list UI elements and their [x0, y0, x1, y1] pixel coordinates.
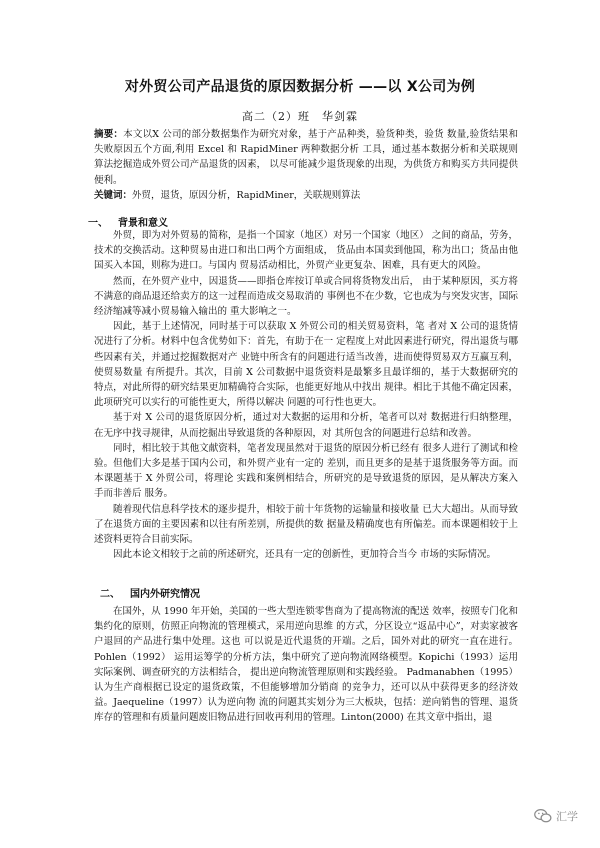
section-heading-1: [88, 214, 168, 229]
paragraph: 因此，基于上述情况，同时基于可以获取 X 外贸公司的相关贸易资料，笔 者对 X 公司的退货情况进行了分析。材料中包含优势如下：首先，有助于在一 定程度上对此因素进行研究，得出退货与哪些因素有关，并通过挖掘数据对产 业链中所含有的问题进行适当改善，进而使得贸易双方互赢互利，使贸易数量 有所提升。其次，目前 X 公司数据中退货资料是最繁多且最详细的，基于大数据研究的特点，对此所得的研究结果更加精确符合实际，也能更好地从中找出 规律。相比于其他不确定因素，此项研究可以实行的可能性更大，所得以解决 问题的可行性也更大。: [94, 321, 518, 409]
paragraph: 外贸，即为对外贸易的简称，是指一个国家（地区）对另一个国家（地区） 之间的商品，劳务，技术的交换活动。这种贸易由进口和出口两个方面组成， 货品由本国卖到他国，称为出口；货品由他国买入本国，则称为进口。与国内 贸易活动相比，外贸产业更复杂、困难，具有更大的风险。: [94, 230, 518, 272]
section-number: 二、: [100, 589, 120, 600]
paragraph: 基于对 X 公司的退货原因分析，通过对大数据的运用和分析，笔者可以对 数据进行归纳整理，在无序中找寻规律，从而挖掘出导致退货的各种原因，对 其所包含的问题进行总结和改善。: [94, 412, 518, 439]
paragraph: 然而，在外贸产业中，因退货——即指仓库按订单或合同将货物发出后， 由于某种原因，买方将不满意的商品退还给卖方的这一过程而造成交易取消的 事例也不在少数，它也成为与突发灾害，国际经济缩减等减小贸易输入输出的 重大影响之一。: [94, 275, 518, 318]
abstract-label: 摘要：: [94, 129, 124, 140]
wechat-icon: [534, 808, 552, 824]
abstract-text: 本文以X 公司的部分数据集作为研究对象，基于产品种类，验货种类，验货 数量,验货结果和失败原因五个方面,利用 Excel 和 RapidMiner 两种数据分析 工具，通过基本数据分析和关联规则算法挖掘造成外贸公司产品退货的因素， 以尽可能减少退货现象的出现，为供货方和购买方共同提供便利。: [94, 129, 518, 186]
paper-title: 对外贸公司产品退货的原因数据分析 ——以 X公司为例: [124, 79, 476, 95]
section-1-body: [94, 228, 518, 562]
section-heading-2: [100, 585, 200, 600]
paragraph: 同时，相比较于其他文献资料，笔者发现虽然对于退货的原因分析已经有 很多人进行了测试和检验。但他们大多是基于国内公司，和外贸产业有一定的 差别，而且更多的是基于退货服务等方面。而本课题基于 X 外贸公司，将理论 实践和案例相结合，所研究的是导致退货的原因，是从解决方案入手而非善后 服务。: [94, 442, 518, 500]
abstract-block: [94, 127, 518, 203]
paragraph: 在国外，从 1990 年开始，美国的一些大型连锁零售商为了提高物流的配送 效率，按照专门化和集约化的原则，仿照正向物流的管理模式，采用逆向思维 的方式，分区设立“返品中心”，对卖家被客户退回的产品进行集中处理。这也 可以说是近代退货的开端。之后，国外对此的研究一直在进行。Pohlen（1992） 运用运筹学的分析方法，集中研究了逆向物流网络模型。Kopichi（1993）运用 实际案例、调查研究的方法相结合， 提出逆向物流管理原则和实践经验。 Padmanabhen（1995）认为生产商根据已设定的退货政策，不但能够增加分销商 的竞争力，还可以从中获得更多的经济效益。Jaequeline（1997）认为逆向物 流的问题其实划分为三大板块，包括：逆向销售的管理、退货库存的管理和有质量问题废旧物品进行回收再利用的管理。Linton(2000) 在其文章中指出，退: [94, 606, 518, 724]
section-title: 国内外研究情况: [130, 589, 200, 600]
section-title: 背景和意义: [118, 218, 168, 229]
keywords-label: 关键词：: [94, 189, 133, 201]
watermark-text: 汇学: [556, 810, 578, 823]
paragraph: 随着现代信息科学技术的逐步提升，相较于前十年货物的运输量和接收量 已大大超出。从而导致了在退货方面的主要因素和以往有所差别，所提供的数 据量及精确度也有所偏差。而本课题相较于上述资料更符合目前实际。: [94, 503, 518, 546]
keywords-text: 外贸，退货，原因分析，RapidMiner，关联规则算法: [132, 189, 361, 201]
paragraph: 因此本论文相较于之前的所述研究，还具有一定的创新性，更加符合当今 市场的实际情况。: [113, 549, 497, 561]
author-line: 高二（2）班 华剑霖: [242, 110, 358, 123]
section-2-body: [94, 604, 518, 726]
watermark: [534, 808, 578, 824]
section-number: 一、: [88, 218, 108, 229]
